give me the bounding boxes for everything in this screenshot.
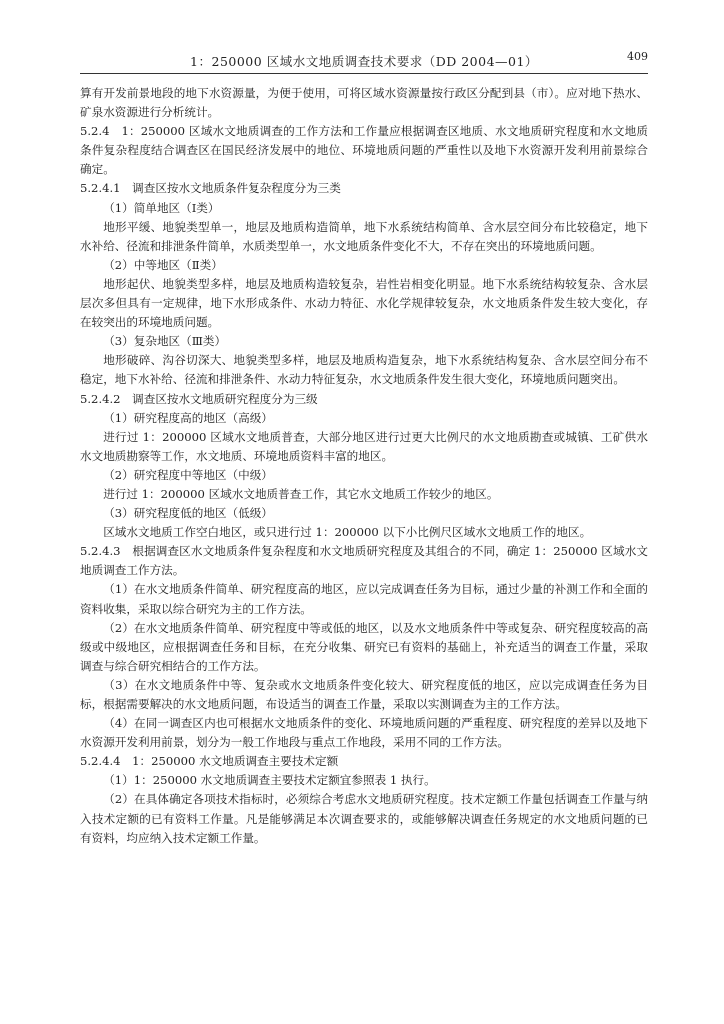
method-item-4: （4）在同一调查区内也可根据水文地质条件的变化、环境地质问题的严重程度、研究程度的差异以及地下水资源开发利用前景，划分为一般工作地段与重点工作地段，采用不同的工作方法。 bbox=[80, 716, 648, 750]
paragraph-complex-area: 地形破碎、沟谷切深大、地貌类型多样，地层及地质构造复杂，地下水系统结构复杂、含水层空间分布不稳定，地下水补给、径流和排泄条件、水动力特征复杂，水文地质条件发生很大变化，环境地质问题突出。 bbox=[80, 353, 648, 387]
paragraph-high-level: 进行过 1：200000 区域水文地质普查，大部分地区进行过更大比例尺的水文地质勘查或城镇、工矿供水水文地质勘察等工作，水文地质、环境地质资料丰富的地区。 bbox=[80, 429, 648, 463]
item-complex-area: （3）复杂地区（Ⅲ类） bbox=[103, 334, 227, 349]
paragraph-simple-area: 地形平缓、地貌类型单一，地层及地质构造简单，地下水系统结构简单、含水层空间分布比较稳定，地下水补给、径流和排泄条件简单，水质类型单一，水文地质条件变化不大，不存在突出的环境地质问题。 bbox=[80, 219, 648, 253]
body-text bbox=[80, 84, 648, 848]
header-rule bbox=[80, 73, 648, 74]
method-item-1: （1）在水文地质条件简单、研究程度高的地区，应以完成调查任务为目标，通过少量的补测工作和全面的资料收集，采取以综合研究为主的工作方法。 bbox=[80, 582, 648, 616]
quota-item-2: （2）在具体确定各项技术指标时，必须综合考虑水文地质研究程度。技术定额工作量包括调查工作量与纳入技术定额的已有资料工作量。凡是能够满足本次调查要求的，或能够解决调查任务规定的水文地质问题的已有资料，均应纳入技术定额工作量。 bbox=[80, 792, 648, 845]
heading-5-2-4-2: 5.2.4.2 调查区按水文地质研究程度分为三级 bbox=[80, 391, 318, 406]
section-5-2-4-3: 5.2.4.3 根据调查区水文地质条件复杂程度和水文地质研究程度及其组合的不同，确定 1：250000 区域水文地质调查工作方法。 bbox=[80, 544, 648, 578]
continuation-paragraph: 算有开发前景地段的地下水资源量，为便于使用，可将区域水资源量按行政区分配到县（市）。应对地下热水、矿泉水资源进行分析统计。 bbox=[80, 86, 648, 120]
paragraph-medium-level: 进行过 1：200000 区域水文地质普查工作，其它水文地质工作较少的地区。 bbox=[103, 486, 499, 501]
page-number: 409 bbox=[627, 50, 648, 63]
paragraph-medium-area: 地形起伏、地貌类型多样，地层及地质构造较复杂，岩性岩相变化明显。地下水系统结构较复杂、含水层层次多但具有一定规律，地下水形成条件、水动力特征、水化学规律较复杂，水文地质条件发生较大变化，存在较突出的环境地质问题。 bbox=[80, 276, 648, 330]
page-header bbox=[80, 44, 648, 76]
paragraph-low-level: 区域水文地质工作空白地区，或只进行过 1：200000 以下小比例尺区域水文地质工作的地区。 bbox=[103, 525, 592, 540]
heading-5-2-4-4: 5.2.4.4 1：250000 水文地质调查主要技术定额 bbox=[80, 754, 339, 769]
item-high-level: （1）研究程度高的地区（高级） bbox=[103, 410, 273, 425]
item-simple-area: （1）简单地区（Ⅰ类） bbox=[103, 200, 220, 215]
running-title: 1：250000 区域水文地质调查技术要求（DD 2004—01） bbox=[190, 54, 538, 69]
item-medium-level: （2）研究程度中等地区（中级） bbox=[103, 467, 273, 482]
quota-item-1: （1）1：250000 水文地质调查主要技术定额宜参照表 1 执行。 bbox=[103, 773, 436, 788]
method-item-3: （3）在水文地质条件中等、复杂或水文地质条件变化较大、研究程度低的地区，应以完成调查任务为目标，根据需要解决的水文地质问题，布设适当的调查工作量，采取以实测调查为主的工作方法。 bbox=[80, 677, 648, 711]
method-item-2: （2）在水文地质条件简单、研究程度中等或低的地区，以及水文地质条件中等或复杂、研究程度较高的高级或中级地区，应根据调查任务和目标，在充分收集、研究已有资料的基础上，补充适当的调查工作量，采取调查与综合研究相结合的工作方法。 bbox=[80, 620, 648, 673]
section-5-2-4: 5.2.4 1：250000 区域水文地质调查的工作方法和工作量应根据调查区地质、水文地质研究程度和水文地质条件复杂程度结合调查区在国民经济发展中的地位、环境地质问题的严重性以及地下水资源开发利用前景综合确定。 bbox=[80, 124, 648, 177]
item-medium-area: （2）中等地区（Ⅱ类） bbox=[103, 257, 223, 272]
item-low-level: （3）研究程度低的地区（低级） bbox=[103, 506, 273, 521]
heading-5-2-4-1: 5.2.4.1 调查区按水文地质条件复杂程度分为三类 bbox=[80, 181, 341, 196]
